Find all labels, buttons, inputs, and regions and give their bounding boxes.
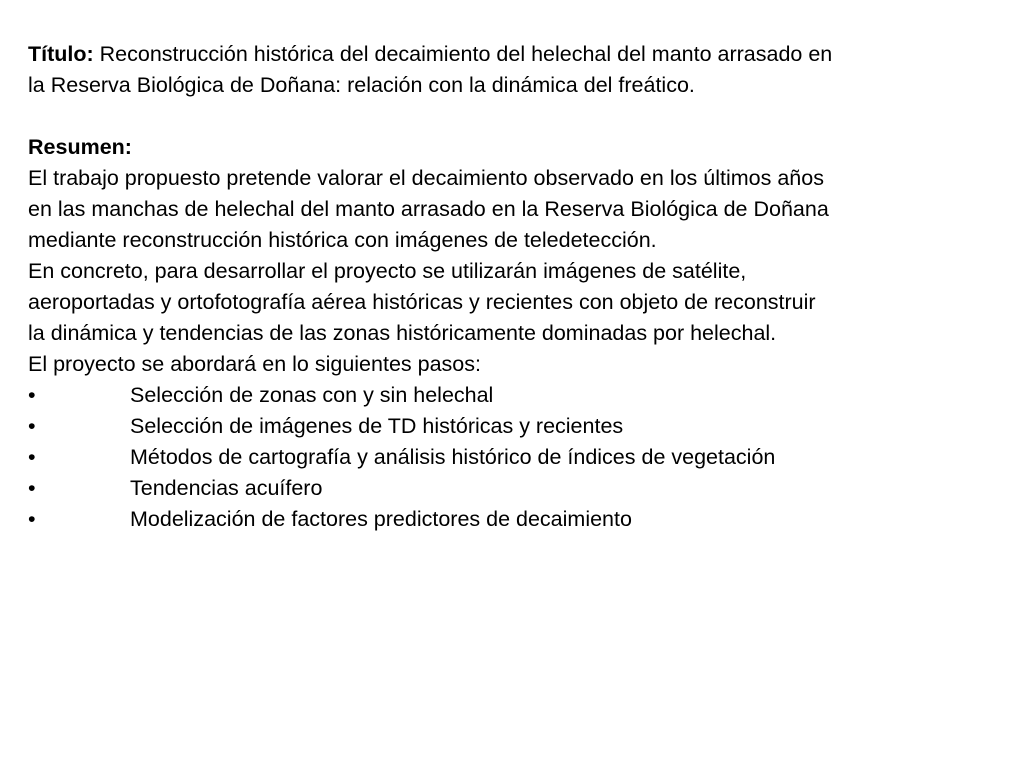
- step-list-item: [28, 504, 998, 535]
- summary-line-1: El trabajo propuesto pretende valorar el decaimiento observado en los últimos años: [28, 166, 824, 190]
- step-text: Modelización de factores predictores de decaimiento: [130, 507, 632, 531]
- title-line-1: [28, 39, 998, 70]
- step-text: Tendencias acuífero: [130, 476, 323, 500]
- spacer: [28, 101, 998, 132]
- step-list-item: [28, 473, 998, 504]
- step-list-item: [28, 411, 998, 442]
- bullet-icon: •: [28, 414, 36, 438]
- summary-line-4: En concreto, para desarrollar el proyecto se utilizarán imágenes de satélite,: [28, 259, 747, 283]
- bullet-icon: •: [28, 476, 36, 500]
- summary-line-5: aeroportadas y ortofotografía aérea históricas y recientes con objeto de reconstruir: [28, 290, 816, 314]
- title-text-1: Reconstrucción histórica del decaimiento del helechal del manto arrasado en: [93, 42, 833, 66]
- title-line-2: la Reserva Biológica de Doñana: relación con la dinámica del freático.: [28, 73, 695, 97]
- step-list-item: [28, 380, 998, 411]
- bullet-icon: •: [28, 445, 36, 469]
- step-text: Selección de imágenes de TD históricas y recientes: [130, 414, 624, 438]
- bullet-icon: •: [28, 507, 36, 531]
- step-text: Selección de zonas con y sin helechal: [130, 383, 494, 407]
- summary-line-2: en las manchas de helechal del manto arrasado en la Reserva Biológica de Doñana: [28, 197, 829, 221]
- step-text: Métodos de cartografía y análisis histórico de índices de vegetación: [130, 445, 776, 469]
- slide-content: [28, 39, 998, 535]
- summary-line-7: El proyecto se abordará en lo siguientes pasos:: [28, 352, 481, 376]
- summary-line-3: mediante reconstrucción histórica con imágenes de teledetección.: [28, 228, 657, 252]
- summary-line-6: la dinámica y tendencias de las zonas históricamente dominadas por helechal.: [28, 321, 777, 345]
- bullet-icon: •: [28, 383, 36, 407]
- title-label: Título:: [28, 42, 94, 66]
- step-list-item: [28, 442, 998, 473]
- summary-heading: Resumen:: [28, 135, 132, 159]
